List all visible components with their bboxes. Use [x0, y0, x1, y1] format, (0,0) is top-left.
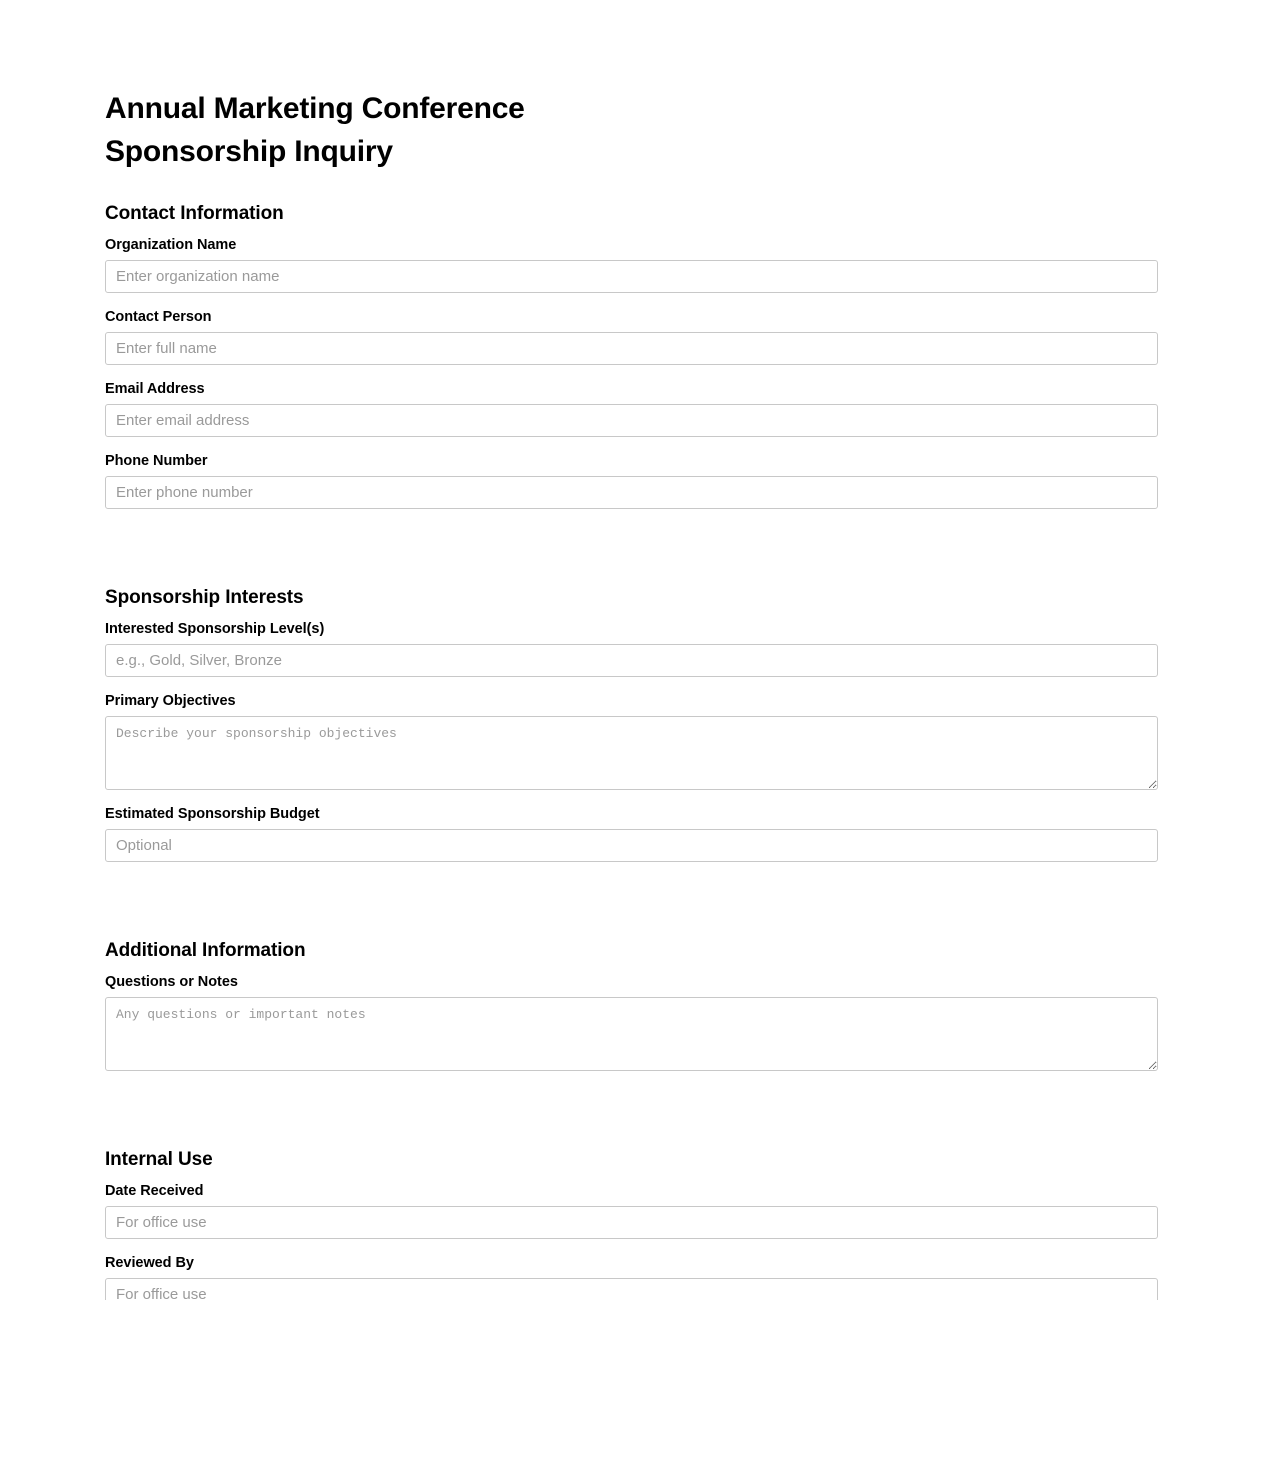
page-title-line-2: Sponsorship Inquiry: [105, 134, 393, 168]
page-title-line-1: Annual Marketing Conference: [105, 92, 525, 125]
section-spacer: [105, 525, 1158, 557]
field-label: Estimated Sponsorship Budget: [105, 806, 320, 823]
field-label: Contact Person: [105, 309, 212, 326]
email-address-input[interactable]: [105, 404, 1158, 437]
field-estimated-budget: [105, 806, 1158, 862]
contact-person-input[interactable]: [105, 332, 1158, 365]
section-heading: Additional Information: [105, 940, 306, 962]
field-label: Questions or Notes: [105, 974, 238, 991]
field-label: Reviewed By: [105, 1255, 194, 1272]
primary-objectives-textarea[interactable]: [105, 716, 1158, 790]
section-heading: Internal Use: [105, 1149, 213, 1171]
section-heading: Contact Information: [105, 203, 284, 225]
questions-or-notes-textarea[interactable]: [105, 997, 1158, 1071]
page-title: [105, 88, 805, 173]
field-organization-name: [105, 237, 1158, 293]
field-contact-person: [105, 309, 1158, 365]
field-date-received: [105, 1183, 1158, 1239]
section-internal-use: [105, 1149, 1158, 1300]
section-spacer: [105, 878, 1158, 910]
section-contact-information: [105, 203, 1158, 509]
date-received-input[interactable]: [105, 1206, 1158, 1239]
section-heading: Sponsorship Interests: [105, 587, 304, 609]
field-reviewed-by: [105, 1255, 1158, 1300]
field-primary-objectives: [105, 693, 1158, 790]
section-additional-information: [105, 940, 1158, 1071]
phone-number-input[interactable]: [105, 476, 1158, 509]
field-label: Date Received: [105, 1183, 204, 1200]
estimated-budget-input[interactable]: [105, 829, 1158, 862]
reviewed-by-input-clipped: [105, 1278, 1158, 1300]
sponsorship-levels-input[interactable]: [105, 644, 1158, 677]
field-label: Email Address: [105, 381, 205, 398]
reviewed-by-input[interactable]: [105, 1278, 1158, 1300]
field-label: Primary Objectives: [105, 693, 236, 710]
section-spacer: [105, 1087, 1158, 1119]
field-label: Organization Name: [105, 237, 237, 254]
field-questions-or-notes: [105, 974, 1158, 1071]
section-sponsorship-interests: [105, 587, 1158, 862]
field-label: Interested Sponsorship Level(s): [105, 621, 325, 638]
organization-name-input[interactable]: [105, 260, 1158, 293]
field-email-address: [105, 381, 1158, 437]
field-sponsorship-levels: [105, 621, 1158, 677]
field-phone-number: [105, 453, 1158, 509]
field-label: Phone Number: [105, 453, 208, 470]
